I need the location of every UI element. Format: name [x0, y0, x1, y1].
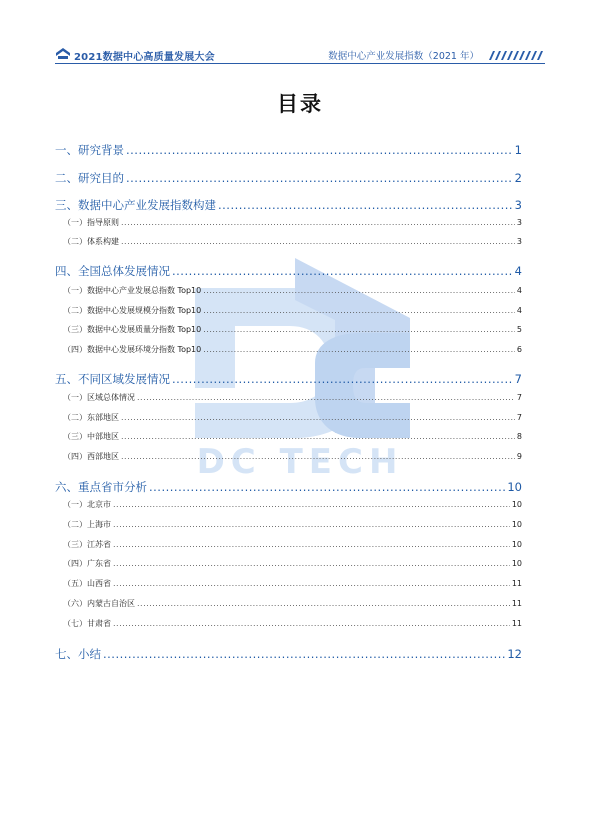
- toc-entry-label: （四）数据中心发展环境分指数 Top10: [63, 345, 202, 354]
- toc-page-number: 8: [516, 432, 522, 441]
- toc-leader-dots: [203, 325, 515, 334]
- toc-entry-label: （二）上海市: [63, 520, 111, 529]
- toc-subsection-entry[interactable]: [55, 519, 522, 530]
- toc-page-number: 9: [516, 452, 522, 461]
- toc-subsection-entry[interactable]: [55, 324, 522, 335]
- toc-subsection-entry[interactable]: [55, 344, 522, 355]
- toc-entry-label: （三）江苏省: [63, 540, 111, 549]
- header-stripes-icon: [485, 51, 545, 60]
- report-title-text: 数据中心产业发展指数（2021 年）: [328, 51, 479, 62]
- toc-entry-label: （五）山西省: [63, 579, 111, 588]
- toc-leader-dots: [113, 500, 510, 509]
- toc-page-number: 11: [511, 619, 522, 628]
- dc-tech-logo-icon: [55, 47, 71, 61]
- toc-subsection-entry[interactable]: [55, 598, 522, 609]
- toc-entry-label: 一、研究背景: [55, 143, 124, 157]
- toc-entry-label: （六）内蒙古自治区: [63, 599, 135, 608]
- toc-page-number: 7: [516, 393, 522, 402]
- toc-leader-dots: [203, 306, 515, 315]
- toc-section-entry[interactable]: [55, 371, 522, 387]
- toc-leader-dots: [172, 372, 513, 386]
- toc-subsection-entry[interactable]: [55, 558, 522, 569]
- toc-page-number: 10: [511, 559, 522, 568]
- toc-entry-label: 四、全国总体发展情况: [55, 264, 170, 278]
- toc-entry-label: （二）东部地区: [63, 413, 119, 422]
- toc-entry-label: （四）西部地区: [63, 452, 119, 461]
- toc-leader-dots: [121, 237, 515, 246]
- toc-entry-label: （二）数据中心发展规模分指数 Top10: [63, 306, 202, 315]
- toc-entry-label: （二）体系构建: [63, 237, 119, 246]
- toc-section-entry[interactable]: [55, 263, 522, 279]
- page-header: [55, 46, 545, 64]
- toc-entry-label: （一）北京市: [63, 500, 111, 509]
- toc-section-entry[interactable]: [55, 197, 522, 213]
- toc-subsection-entry[interactable]: [55, 539, 522, 550]
- toc-leader-dots: [113, 540, 510, 549]
- toc-leader-dots: [121, 218, 515, 227]
- toc-page-number: 3: [514, 198, 522, 212]
- toc-leader-dots: [121, 452, 515, 461]
- toc-entry-label: （七）甘肃省: [63, 619, 111, 628]
- toc-entry-label: （四）广东省: [63, 559, 111, 568]
- toc-entry-label: （三）中部地区: [63, 432, 119, 441]
- toc-entry-label: （一）指导原则: [63, 218, 119, 227]
- toc-entry-label: （三）数据中心发展质量分指数 Top10: [63, 325, 202, 334]
- report-title: [328, 48, 545, 62]
- toc-entry-label: 六、重点省市分析: [55, 480, 147, 494]
- toc-leader-dots: [126, 171, 513, 185]
- toc-subsection-entry[interactable]: [55, 431, 522, 442]
- toc-subsection-entry[interactable]: [55, 305, 522, 316]
- toc-page-number: 4: [514, 264, 522, 278]
- toc-subsection-entry[interactable]: [55, 392, 522, 403]
- toc-leader-dots: [203, 345, 515, 354]
- toc-entry-label: 三、数据中心产业发展指数构建: [55, 198, 216, 212]
- toc-entry-label: （一）数据中心产业发展总指数 Top10: [63, 286, 202, 295]
- toc-subsection-entry[interactable]: [55, 236, 522, 247]
- watermark-text: DC TECH: [196, 442, 404, 478]
- toc-page-number: 4: [516, 306, 522, 315]
- toc-entry-label: （一）区域总体情况: [63, 393, 135, 402]
- header-rule: [55, 63, 545, 64]
- toc-page-number: 3: [516, 237, 522, 246]
- toc-page-number: 4: [516, 286, 522, 295]
- toc-leader-dots: [137, 599, 510, 608]
- toc-subsection-entry[interactable]: [55, 217, 522, 228]
- toc-subsection-entry[interactable]: [55, 618, 522, 629]
- toc-page-number: 6: [516, 345, 522, 354]
- toc-entry-label: 二、研究目的: [55, 171, 124, 185]
- toc-page-number: 1: [514, 143, 522, 157]
- toc-leader-dots: [172, 264, 513, 278]
- toc-page-number: 12: [507, 647, 522, 661]
- toc-page-number: 7: [514, 372, 522, 386]
- page-title: 目录: [277, 92, 323, 116]
- toc-page-number: 11: [511, 579, 522, 588]
- toc-subsection-entry[interactable]: [55, 499, 522, 510]
- toc-leader-dots: [103, 647, 505, 661]
- toc-section-entry[interactable]: [55, 646, 522, 662]
- toc-subsection-entry[interactable]: [55, 285, 522, 296]
- toc-entry-label: 七、小结: [55, 647, 101, 661]
- toc-page-number: 10: [511, 500, 522, 509]
- toc-leader-dots: [113, 559, 510, 568]
- toc-leader-dots: [149, 480, 505, 494]
- toc-page-number: 11: [511, 599, 522, 608]
- toc-leader-dots: [218, 198, 513, 212]
- conference-name: 2021数据中心高质量发展大会: [74, 52, 215, 63]
- toc-leader-dots: [203, 286, 515, 295]
- toc-leader-dots: [121, 432, 515, 441]
- dc-tech-watermark-icon: [175, 248, 425, 478]
- toc-leader-dots: [113, 520, 510, 529]
- toc-leader-dots: [126, 143, 513, 157]
- toc-entry-label: 五、不同区域发展情况: [55, 372, 170, 386]
- toc-page-number: 10: [507, 480, 522, 494]
- toc-leader-dots: [113, 579, 510, 588]
- toc-page-number: 5: [516, 325, 522, 334]
- toc-leader-dots: [113, 619, 510, 628]
- toc-page-number: 3: [516, 218, 522, 227]
- toc-page-number: 2: [514, 171, 522, 185]
- toc-subsection-entry[interactable]: [55, 578, 522, 589]
- toc-section-entry[interactable]: [55, 142, 522, 158]
- toc-page-number: 10: [511, 540, 522, 549]
- toc-subsection-entry[interactable]: [55, 412, 522, 423]
- toc-page-number: 7: [516, 413, 522, 422]
- toc-leader-dots: [121, 413, 515, 422]
- toc-page-number: 10: [511, 520, 522, 529]
- toc-section-entry[interactable]: [55, 479, 522, 495]
- toc-leader-dots: [137, 393, 515, 402]
- toc-section-entry[interactable]: [55, 170, 522, 186]
- toc-subsection-entry[interactable]: [55, 451, 522, 462]
